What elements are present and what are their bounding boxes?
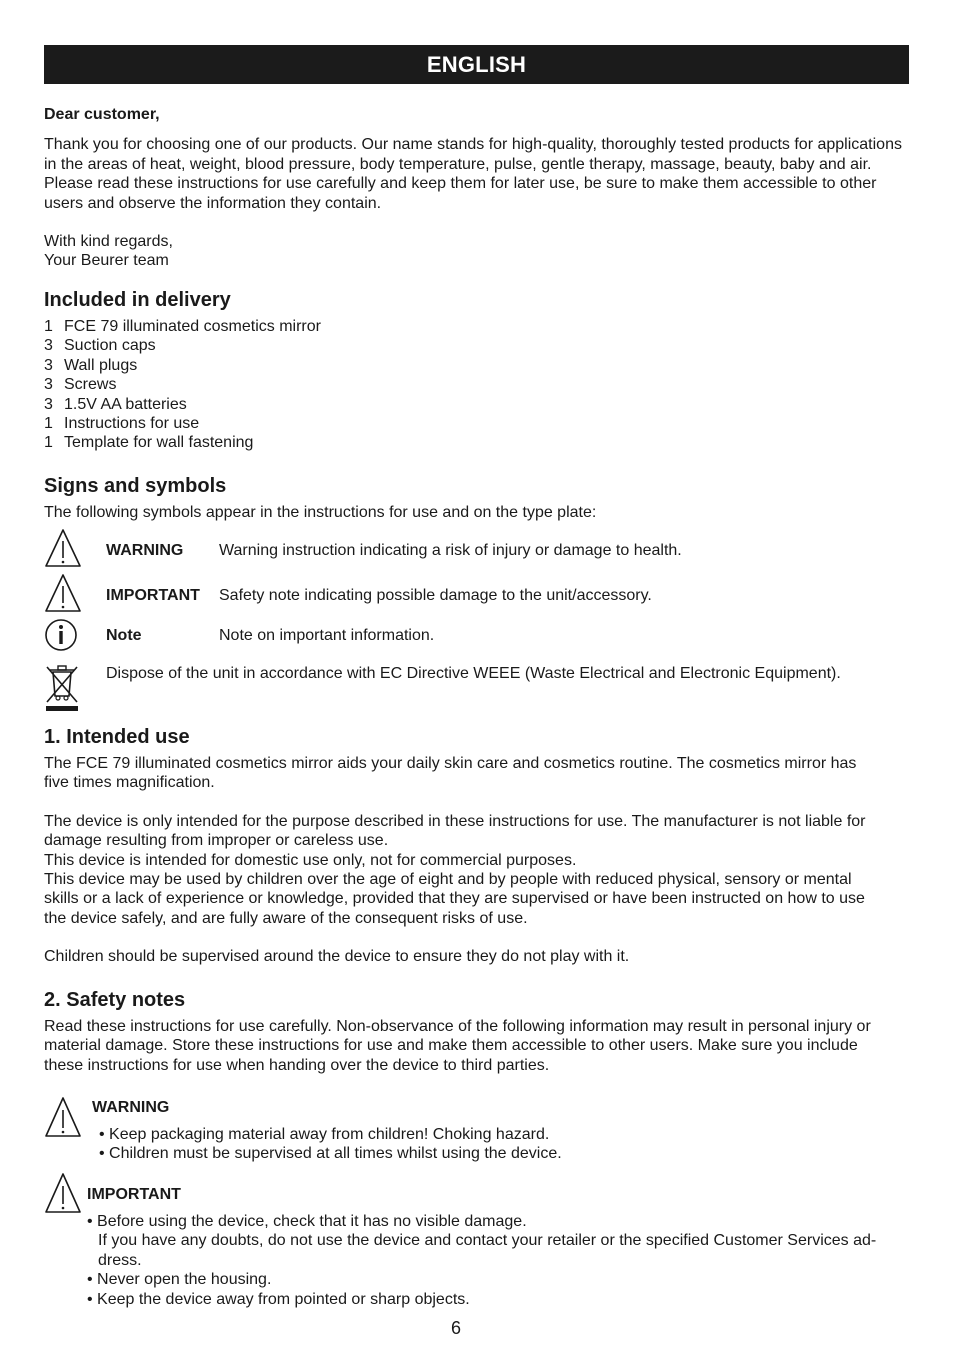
paragraph-line: the device safely, and are fully aware of the consequent risks of use. [44,909,528,927]
intro-line: in the areas of heat, weight, blood pressure, body temperature, pulse, gentle therapy, massage, beauty, baby and air. [44,155,872,173]
symbol-text: Note on important information. [219,627,435,644]
regards: With kind regards, [44,233,173,251]
paragraph-line: This device is intended for domestic use only, not for commercial purposes. [44,851,577,869]
item-label: Wall plugs [64,356,138,374]
symbols-heading: Signs and symbols [44,475,227,497]
bullet-item: • Before using the device, check that it has no visible damage. [87,1213,527,1230]
warning-triangle-icon [44,1096,82,1138]
safety-intro [44,1017,910,1075]
banner-title: ENGLISH [426,51,527,77]
intended-use-body [44,754,910,967]
symbol-label: Note [106,627,142,644]
bullet-item: • Keep the device away from pointed or sharp objects. [87,1290,470,1308]
warning-triangle-icon [44,1172,82,1214]
info-circle-icon [44,618,78,652]
page-number: 6 [450,1318,461,1338]
item-label: Suction caps [64,337,156,355]
intro-section [44,105,910,271]
list-item [44,317,910,336]
bullet-continuation: dress. [98,1251,142,1269]
intended-use-heading: 1. Intended use [44,726,190,748]
item-qty: 3 [44,356,53,374]
warning-bullets [99,1125,902,1164]
list-item [44,433,910,452]
safety-notes-heading: 2. Safety notes [44,989,186,1011]
greeting: Dear customer, [44,106,160,123]
warning-triangle-icon [44,573,82,613]
item-qty: 1 [44,318,53,335]
symbol-text: Dispose of the unit in accordance with EC Directive WEEE (Waste Electrical and Electronic Equipment). [106,665,841,682]
symbol-row-weee [44,662,910,712]
warning-triangle-icon [44,528,82,568]
important-bullets [87,1212,907,1309]
list-item [44,414,910,433]
symbol-row-warning [44,528,910,568]
symbols-intro: The following symbols appear in the instructions for use and on the type plate: [44,504,597,521]
paragraph-line: five times magnification. [44,774,215,792]
item-qty: 3 [44,395,53,413]
item-label: Instructions for use [64,415,200,433]
intro-line: Please read these instructions for use carefully and keep them for later use, be sure to make them accessible to other [44,175,877,193]
intro-line: users and observe the information they contain. [44,194,382,212]
bullet-continuation: If you have any doubts, do not use the device and contact your retailer or the specified Customer Services ad- [98,1232,877,1250]
item-label: 1.5V AA batteries [64,395,187,413]
paragraph-line: The device is only intended for the purpose described in these instructions for use. The manufacturer is not liable for [44,812,866,830]
list-item [44,336,910,355]
delivery-list [44,317,910,453]
item-qty: 3 [44,376,53,394]
paragraph-line: The FCE 79 illuminated cosmetics mirror aids your daily skin care and cosmetics routine. The cosmetics mirror has [44,755,857,772]
paragraph-line: skills or a lack of experience or knowledge, provided that they are supervised or have been instructed on how to use [44,890,865,908]
list-item [44,356,910,375]
paragraph-line: Read these instructions for use carefully. Non-observance of the following information may result in personal injury or [44,1018,871,1035]
symbol-row-note [44,618,910,658]
item-qty: 1 [44,415,53,433]
paragraph-line: Children should be supervised around the device to ensure they do not play with it. [44,948,630,966]
section-banner [44,45,909,84]
paragraph-line: material damage. Store these instructions for use and make them accessible to other users. Make sure you include [44,1037,858,1055]
team-signoff: Your Beurer team [44,252,169,270]
intro-line: Thank you for choosing one of our products. Our name stands for high-quality, thoroughly tested products for applications [44,136,902,154]
important-label: IMPORTANT [87,1186,181,1203]
symbol-row-important [44,573,910,613]
item-qty: 3 [44,337,53,355]
paragraph-line: This device may be used by children over the age of eight and by people with reduced physical, sensory or mental [44,871,852,889]
delivery-heading: Included in delivery [44,289,231,311]
item-label: Screws [64,376,117,394]
symbol-text: Warning instruction indicating a risk of injury or damage to health. [219,542,682,559]
symbol-label: WARNING [106,542,184,559]
symbol-text: Safety note indicating possible damage to the unit/accessory. [219,587,652,604]
bullet-item: • Never open the housing. [87,1271,272,1289]
symbol-label: IMPORTANT [106,587,200,604]
paragraph-line: damage resulting from improper or careless use. [44,832,389,850]
bullet-item: • Children must be supervised at all times whilst using the device. [99,1145,562,1163]
item-label: FCE 79 illuminated cosmetics mirror [64,318,321,335]
list-item [44,375,910,394]
list-item [44,395,910,414]
item-label: Template for wall fastening [64,434,254,452]
weee-crossed-bin-icon [44,662,80,712]
paragraph-line: these instructions for use when handing over the device to third parties. [44,1056,550,1074]
bullet-item: • Keep packaging material away from children! Choking hazard. [99,1126,550,1143]
item-qty: 1 [44,434,53,452]
warning-label: WARNING [92,1099,170,1116]
